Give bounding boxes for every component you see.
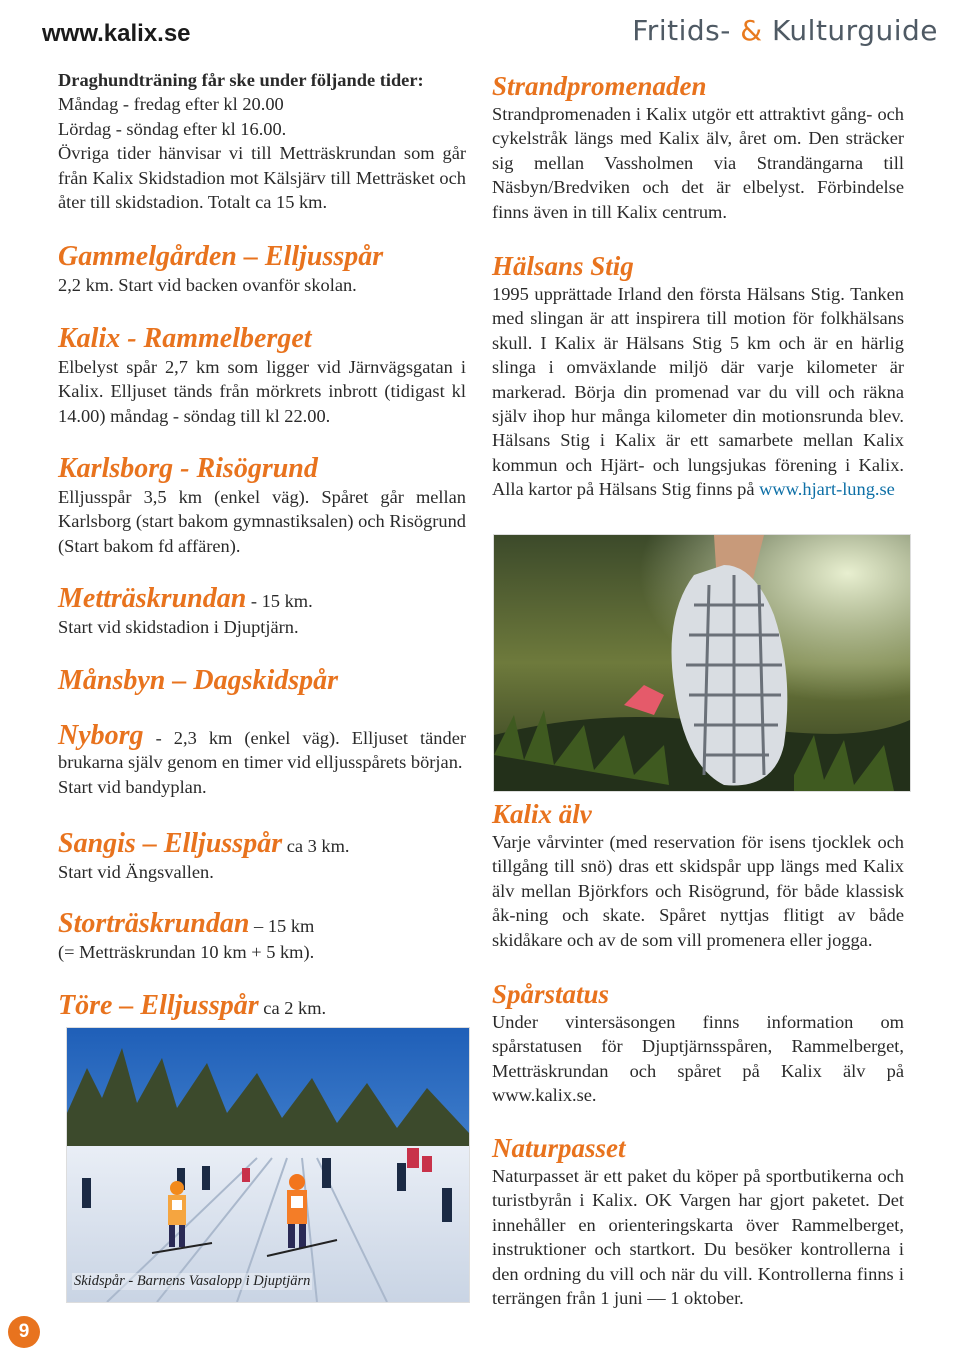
running-shoe-photo: [493, 534, 911, 792]
ski-race-photo: [66, 1027, 470, 1303]
section-distance: ca 3 km.: [282, 836, 350, 856]
section-distance: – 15 km: [249, 916, 315, 936]
section-sparstatus: [492, 978, 904, 1108]
section-text: 2,2 km. Start vid backen ovanför skolan.: [58, 275, 357, 295]
section-text: (= Metträskrundan 10 km + 5 km).: [58, 942, 315, 962]
section-text: Start vid Ängsvallen.: [58, 862, 214, 882]
section-storträskrundan: [58, 908, 466, 964]
section-naturpasset: [492, 1132, 904, 1310]
guide-title: [632, 14, 938, 47]
section-kalix-rammelberget: [58, 323, 466, 428]
section-text: Strandpromenaden i Kalix utgör ett attraktivt gång- och cykelstråk längs med Kalix älv, året om. Den sträcker sig mellan Vassholmen via Strandängarna till Näsbyn/Bredviken och det är elbelyst. Förbindelse finns även in till Kalix centrum.: [492, 104, 904, 222]
section-title: Metträskrundan: [58, 583, 247, 614]
section-title: Naturpasset: [492, 1133, 626, 1163]
section-title: Spårstatus: [492, 979, 610, 1009]
section-kalix-alv: [492, 798, 904, 952]
section-text: - 2,3 km (enkel väg). Elljuset tänder brukarna själv genom en timer vid elljusspårets början.: [58, 728, 466, 773]
section-title: Töre – Elljusspår: [58, 990, 259, 1021]
section-text: Elbelyst spår 2,7 km som ligger vid Järnvägsgatan i Kalix. Elljuset tänds från mörkrets inbrott (tidigast kl 14.00) måndag - söndag till kl 22.00.: [58, 357, 466, 426]
photo-caption: Skidspår - Barnens Vasalopp i Djuptjärn: [74, 1273, 311, 1289]
site-url[interactable]: www.kalix.se: [42, 20, 191, 47]
dog-training-line: Övriga tider hänvisar vi till Metträskrundan som går från Kalix Skidstadion mot Kälsjärv till Metträsket och åter till skidstadion. Totalt ca 15 km.: [58, 143, 466, 213]
section-title: Hälsans Stig: [492, 251, 634, 281]
section-title: Storträskrundan: [58, 908, 250, 939]
section-tore: [58, 990, 466, 1022]
section-text: Varje vårvinter (med reservation för isens tjocklek och tillgång till snö) dras ett skidspår upp längs med Kalix älv mellan Björkfors och Risögrund, för både klassisk åk-ning och skate. Spåret nyttjas flitigt av både skidåkare och av de som vill promenera eller jogga.: [492, 832, 904, 950]
dog-training-line: Måndag - fredag efter kl 20.00: [58, 94, 284, 115]
guide-title-part2: Kulturguide: [762, 14, 938, 47]
section-distance: ca 2 km.: [258, 998, 327, 1018]
dog-training-section: [58, 68, 466, 214]
section-distance: - 15 km.: [246, 591, 313, 611]
section-mansbyn: [58, 665, 466, 697]
section-title: Gammelgården – Elljusspår: [58, 241, 384, 272]
section-gammelgarden: [58, 241, 466, 297]
section-halsans-stig: [492, 250, 904, 502]
dog-training-heading: Draghundträning får ske under följande tider:: [58, 70, 424, 90]
section-mettraskrundan: [58, 583, 466, 639]
hjart-lung-link[interactable]: www.hjart-lung.se: [759, 479, 895, 500]
section-title: Månsbyn – Dagskidspår: [58, 665, 339, 696]
section-title: Karlsborg - Risögrund: [58, 453, 318, 484]
guide-title-ampersand: &: [740, 14, 763, 47]
section-text: Under vintersäsongen finns information om spårstatusen för Djuptjärnsspåren, Rammelberget, Metträskrundan och spåret på Kalix älv på www.kalix.se.: [492, 1012, 904, 1106]
section-text: [492, 282, 904, 502]
section-title: Strandpromenaden: [492, 71, 707, 101]
dog-training-line: Lördag - söndag efter kl 16.00.: [58, 118, 287, 139]
section-text: Elljusspår 3,5 km (enkel väg). Spåret går mellan Karlsborg (start bakom gymnastiksalen) och Risögrund (Start bakom fd affären).: [58, 487, 466, 556]
section-title: Sangis – Elljusspår: [58, 828, 283, 859]
section-text: Start vid bandyplan.: [58, 776, 207, 797]
section-title: Kalix älv: [492, 799, 592, 829]
section-text: Naturpasset är ett paket du köper på sportbutikerna och turistbyrån i Kalix. OK Vargen har gjort paketet. Det innehåller en orienteringskarta över Rammelberget, instruktioner och startkort. Du besöker kontrollerna i den ordning du vill och när du vill. Kontrollerna finns i terrängen från 1 juni — 1 oktober.: [492, 1166, 904, 1309]
section-text: Start vid skidstadion i Djuptjärn.: [58, 617, 299, 637]
section-karlsborg: [58, 453, 466, 558]
guide-title-part1: Fritids-: [632, 14, 741, 47]
halsans-text: 1995 upprättade Irland den första Hälsans Stig. Tanken med slingan är att inspirera till motion för folkhälsans skull. I Kalix är Hälsans Stig 5 km och är en härlig slinga i omväxlande miljö där varje kilometer är markerad. Börja din promenad var du vill och räkna själv ihop hur många kilometer din motionsrunda blev. Hälsans Stig i Kalix är ett samarbete mellan Kalix kommun och Hjärt- och lungsjukas förening i Kalix. Alla kartor på Hälsans Stig finns på: [492, 284, 904, 500]
section-title: Kalix - Rammelberget: [58, 323, 312, 354]
section-strandpromenaden: [492, 70, 904, 224]
section-nyborg: [58, 720, 466, 799]
section-sangis: [58, 828, 466, 884]
section-title: Nyborg: [58, 720, 144, 751]
page-number: 9: [8, 1316, 40, 1348]
